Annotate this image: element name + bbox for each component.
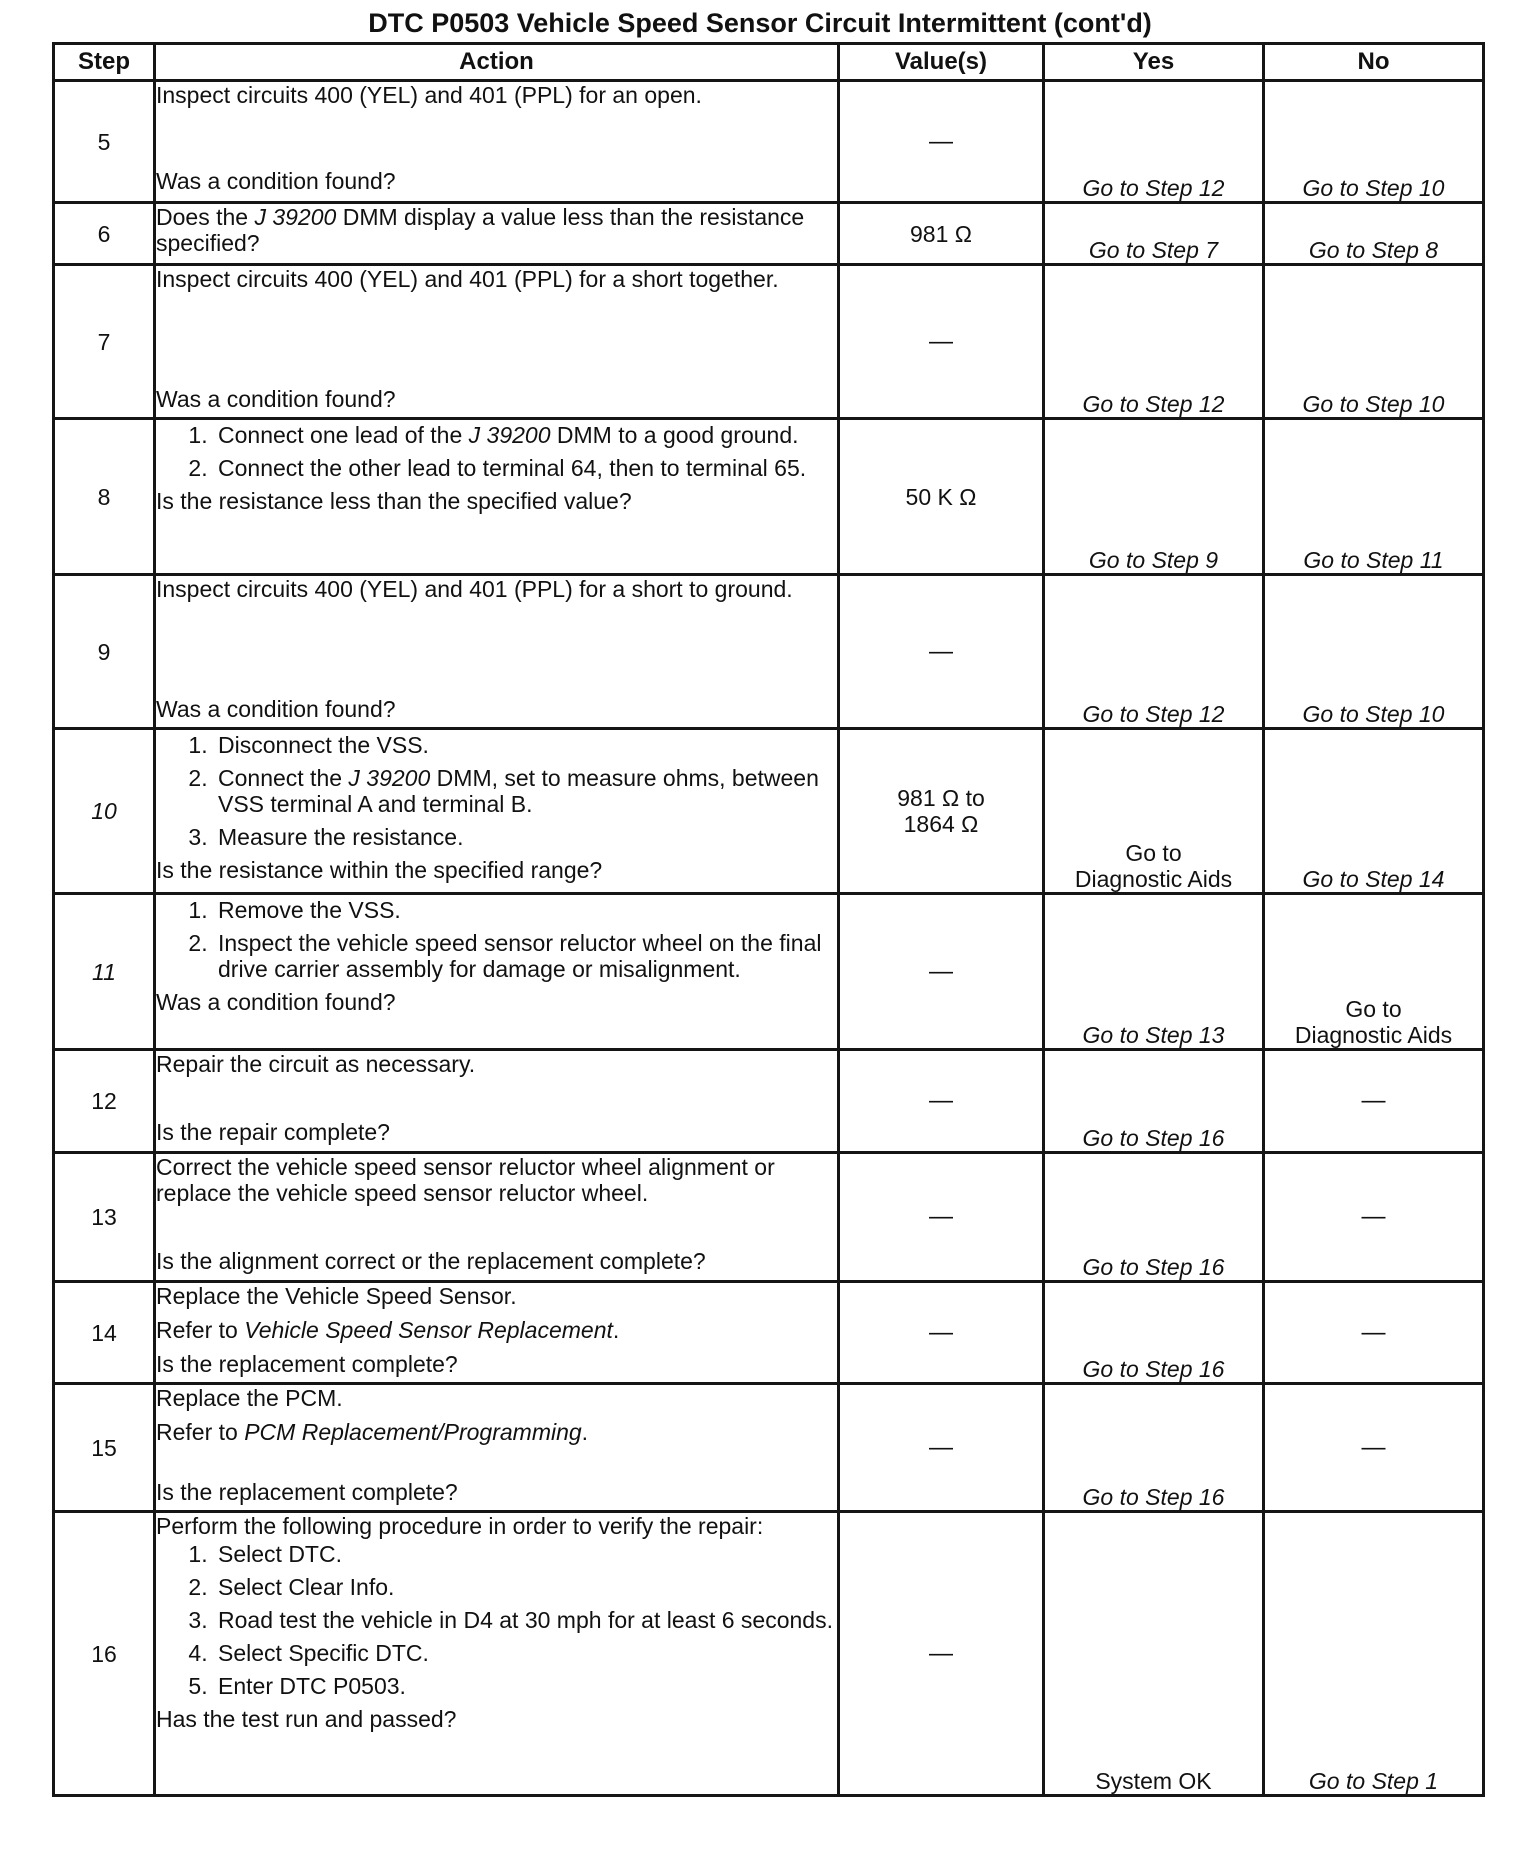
- table-row: [54, 1512, 1484, 1796]
- action-cell: [155, 1512, 839, 1796]
- action-text: Replace the Vehicle Speed Sensor.: [156, 1283, 517, 1309]
- action-cell: [155, 81, 839, 203]
- action-cell: [155, 1050, 839, 1153]
- table-row: [54, 203, 1484, 265]
- action-question: Was a condition found?: [156, 989, 396, 1015]
- yes-line: Go to: [1125, 840, 1182, 866]
- action-question: Is the resistance within the specified range?: [156, 857, 603, 883]
- action-text: Inspect circuits 400 (YEL) and 401 (PPL) for a short to ground.: [156, 576, 793, 602]
- no-cell: Go to Step 10: [1264, 81, 1484, 203]
- list-item: [214, 765, 837, 817]
- action-cell: [155, 203, 839, 265]
- no-header: No: [1264, 44, 1484, 81]
- table-row: [54, 419, 1484, 575]
- action-question: [156, 204, 804, 256]
- list-item: 1. Disconnect the VSS.: [214, 732, 837, 758]
- action-cell: [155, 575, 839, 729]
- step-number: 14: [54, 1282, 155, 1384]
- item-text: Connect the: [218, 765, 349, 791]
- step-number: 11: [54, 894, 155, 1050]
- no-cell: Go to Step 10: [1264, 265, 1484, 419]
- action-question: Was a condition found?: [156, 386, 396, 412]
- table-row: [54, 81, 1484, 203]
- step-number: 5: [54, 81, 155, 203]
- yes-line: Diagnostic Aids: [1074, 866, 1233, 892]
- table-row: [54, 1384, 1484, 1512]
- yes-cell: Go to Step 16: [1044, 1050, 1264, 1153]
- value-cell: 981 Ω: [839, 203, 1044, 265]
- value-cell: —: [839, 1050, 1044, 1153]
- value-cell: —: [839, 1512, 1044, 1796]
- step-number: 9: [54, 575, 155, 729]
- step-number: 6: [54, 203, 155, 265]
- list-item: 4. Select Specific DTC.: [214, 1640, 837, 1666]
- yes-cell: [1044, 729, 1264, 894]
- reference-suffix: .: [581, 1419, 589, 1445]
- procedure-list: [156, 897, 837, 982]
- table-row: [54, 575, 1484, 729]
- action-text: Replace the PCM.: [156, 1385, 343, 1411]
- action-question: Was a condition found?: [156, 696, 396, 722]
- value-cell: —: [839, 1384, 1044, 1512]
- yes-cell: Go to Step 16: [1044, 1384, 1264, 1512]
- reference-link[interactable]: Vehicle Speed Sensor Replacement: [244, 1317, 613, 1343]
- value-cell: [839, 729, 1044, 894]
- table-row: [54, 729, 1484, 894]
- list-item: 2. Select Clear Info.: [214, 1574, 837, 1600]
- page-title: DTC P0503 Vehicle Speed Sensor Circuit Intermittent (cont'd): [368, 8, 1152, 38]
- reference-link[interactable]: PCM Replacement/Programming: [244, 1419, 582, 1445]
- list-item: 3. Measure the resistance.: [214, 824, 837, 850]
- step-number: 8: [54, 419, 155, 575]
- action-cell: [155, 1153, 839, 1282]
- reference-prefix: Refer to: [156, 1317, 245, 1343]
- no-cell: —: [1264, 1050, 1484, 1153]
- item-text: DMM to a good ground.: [550, 422, 799, 448]
- no-cell: Go to Step 11: [1264, 419, 1484, 575]
- reference-suffix: .: [612, 1317, 620, 1343]
- yes-cell: Go to Step 16: [1044, 1282, 1264, 1384]
- table-row: [54, 894, 1484, 1050]
- action-text: Correct the vehicle speed sensor reluctor wheel alignment or replace the vehicle speed sensor reluctor wheel.: [156, 1154, 775, 1206]
- values-header: Value(s): [839, 44, 1044, 81]
- value-cell: —: [839, 81, 1044, 203]
- yes-cell: Go to Step 9: [1044, 419, 1264, 575]
- yes-cell: Go to Step 12: [1044, 575, 1264, 729]
- yes-cell: Go to Step 12: [1044, 81, 1264, 203]
- action-question: Is the replacement complete?: [156, 1479, 458, 1505]
- action-text: Inspect circuits 400 (YEL) and 401 (PPL) for an open.: [156, 82, 702, 108]
- value-cell: —: [839, 575, 1044, 729]
- procedure-list: [156, 422, 837, 481]
- value-cell: 50 K Ω: [839, 419, 1044, 575]
- yes-cell: Go to Step 13: [1044, 894, 1264, 1050]
- yes-cell: Go to Step 12: [1044, 265, 1264, 419]
- yes-header: Yes: [1044, 44, 1264, 81]
- list-item: 3. Road test the vehicle in D4 at 30 mph for at least 6 seconds.: [214, 1607, 837, 1633]
- reference-line: [156, 1317, 837, 1343]
- question-text: DMM display a value less than the resistance specified?: [156, 204, 805, 256]
- action-question: Is the resistance less than the specified value?: [156, 488, 632, 514]
- list-item: [214, 422, 837, 448]
- no-cell: [1264, 894, 1484, 1050]
- no-cell: Go to Step 10: [1264, 575, 1484, 729]
- step-header: Step: [54, 44, 155, 81]
- action-cell: [155, 1384, 839, 1512]
- step-number: 10: [54, 729, 155, 894]
- list-item: 1. Remove the VSS.: [214, 897, 837, 923]
- table-row: [54, 1050, 1484, 1153]
- reference-line: [156, 1419, 837, 1445]
- no-cell: Go to Step 14: [1264, 729, 1484, 894]
- value-cell: —: [839, 894, 1044, 1050]
- action-text: Perform the following procedure in order to verify the repair:: [156, 1513, 764, 1539]
- no-line: Diagnostic Aids: [1294, 1022, 1453, 1048]
- header-row: [54, 44, 1484, 81]
- no-line: Go to: [1345, 996, 1402, 1022]
- yes-cell: System OK: [1044, 1512, 1264, 1796]
- tool-name: J 39200: [468, 422, 551, 448]
- procedure-list: [156, 1541, 837, 1699]
- table-row: [54, 265, 1484, 419]
- action-body: [156, 1385, 837, 1445]
- value-line: 1864 Ω: [903, 811, 979, 837]
- no-cell: Go to Step 8: [1264, 203, 1484, 265]
- no-cell: Go to Step 1: [1264, 1512, 1484, 1796]
- action-cell: [155, 419, 839, 575]
- tool-name: J 39200: [254, 204, 337, 230]
- action-header: Action: [155, 44, 839, 81]
- list-item: 5. Enter DTC P0503.: [214, 1673, 837, 1699]
- action-question: Was a condition found?: [156, 168, 396, 194]
- action-question: Is the alignment correct or the replacement complete?: [156, 1248, 706, 1274]
- action-question: Is the replacement complete?: [156, 1351, 458, 1377]
- question-text: Does the: [156, 204, 255, 230]
- action-cell: [155, 265, 839, 419]
- step-number: 7: [54, 265, 155, 419]
- table-row: [54, 1153, 1484, 1282]
- action-text: Inspect circuits 400 (YEL) and 401 (PPL) for a short together.: [156, 266, 779, 292]
- value-cell: —: [839, 265, 1044, 419]
- step-number: 13: [54, 1153, 155, 1282]
- value-line: 981 Ω to: [897, 785, 985, 811]
- step-number: 15: [54, 1384, 155, 1512]
- value-cell: —: [839, 1282, 1044, 1384]
- action-cell: [155, 1282, 839, 1384]
- action-text: Repair the circuit as necessary.: [156, 1051, 476, 1077]
- item-text: DMM, set to measure ohms, between VSS terminal A and terminal B.: [218, 765, 819, 817]
- item-text: Connect one lead of the: [218, 422, 469, 448]
- no-cell: —: [1264, 1384, 1484, 1512]
- procedure-list: [156, 732, 837, 850]
- action-question: Is the repair complete?: [156, 1119, 390, 1145]
- step-number: 12: [54, 1050, 155, 1153]
- list-item: 1. Select DTC.: [214, 1541, 837, 1567]
- yes-cell: Go to Step 16: [1044, 1153, 1264, 1282]
- no-cell: —: [1264, 1282, 1484, 1384]
- table-row: [54, 1282, 1484, 1384]
- value-cell: —: [839, 1153, 1044, 1282]
- step-number: 16: [54, 1512, 155, 1796]
- action-cell: [155, 729, 839, 894]
- action-cell: [155, 894, 839, 1050]
- yes-cell: Go to Step 7: [1044, 203, 1264, 265]
- action-question: Has the test run and passed?: [156, 1706, 457, 1732]
- list-item: 2. Connect the other lead to terminal 64, then to terminal 65.: [214, 455, 837, 481]
- tool-name: J 39200: [348, 765, 431, 791]
- no-cell: —: [1264, 1153, 1484, 1282]
- diagnostic-table: [52, 42, 1485, 1797]
- list-item: 2. Inspect the vehicle speed sensor reluctor wheel on the final drive carrier assembly for damage or misalignment.: [214, 930, 837, 982]
- reference-prefix: Refer to: [156, 1419, 245, 1445]
